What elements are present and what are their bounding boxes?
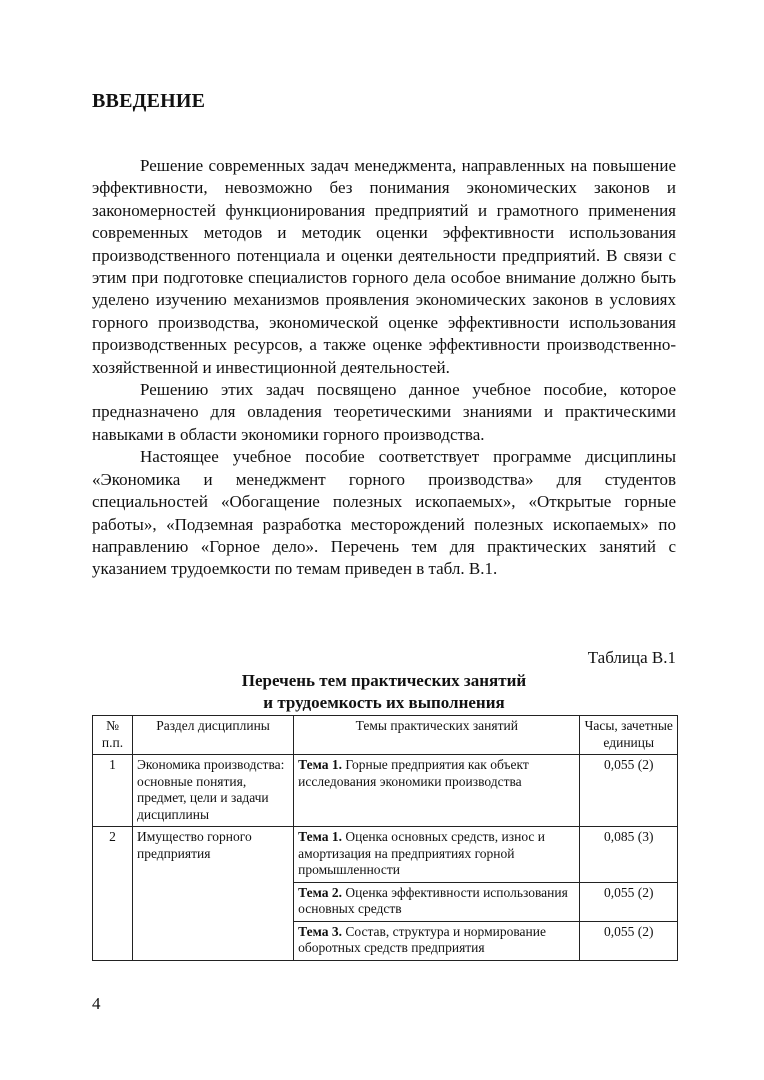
cell-num: 1 [93, 755, 133, 827]
table-row [93, 827, 678, 883]
table-row [93, 755, 678, 827]
table-caption [92, 670, 676, 714]
header-hours: Часы, зачетные единицы [580, 716, 678, 755]
cell-hours: 0,085 (3) [580, 827, 678, 883]
section-heading: ВВЕДЕНИЕ [92, 90, 206, 112]
topic-label: Тема 3. [298, 923, 342, 939]
cell-section: Имущество горного предприятия [133, 827, 294, 961]
topic-text: Оценка основных средств, износ и амортизация на предприятиях горной промышленности [298, 829, 546, 877]
cell-topic [294, 882, 580, 921]
cell-topic [294, 755, 580, 827]
table-caption-line: Перечень тем практических занятий [241, 671, 527, 690]
page-number: 4 [92, 994, 101, 1013]
table-header-row [93, 716, 678, 755]
topics-table [92, 715, 678, 961]
cell-topic [294, 827, 580, 883]
paragraph: Решение современных задач менеджмента, направленных на повышение эффективности, невозможно без понимания экономических законов и закономерностей функционирования предприятий и грамотного применения современных методов и методик оценки эффективности использования производственного потенциала и оценки деятельности предприятий. В связи с этим при подготовке специалистов горного дела особое внимание должно быть уделено изучению механизмов проявления экономических законов в условиях горного производства, экономической оценке эффективности использования производственных ресурсов, а также оценке эффективности производственно-хозяйственной и инвестиционной деятельностей. [92, 156, 676, 377]
topic-label: Тема 1. [298, 829, 342, 844]
paragraph: Решению этих задач посвящено данное учебное пособие, которое предназначено для овладения теоретическими знаниями и практическими навыками в области экономики горного производства. [92, 380, 676, 444]
header-section: Раздел дисциплины [133, 716, 294, 755]
table-caption-line: и трудоемкость их выполнения [263, 693, 505, 712]
cell-topic [294, 921, 580, 960]
topic-text: Оценка эффективности использования основных средств [298, 884, 568, 916]
topic-label: Тема 2. [298, 884, 342, 900]
cell-section: Экономика производства: основные понятия, предмет, цели и задачи дисциплины [133, 755, 294, 827]
cell-hours: 0,055 (2) [580, 755, 678, 827]
topic-text: Состав, структура и нормирование оборотных средств предприятия [298, 923, 546, 955]
topic-text: Горные предприятия как объект исследования экономики производства [298, 757, 529, 789]
paragraph: Настоящее учебное пособие соответствует программе дисциплины «Экономика и менеджмент горного производства» для студентов специальностей «Обогащение полезных ископаемых», «Открытые горные работы», «Подземная разработка месторождений полезных ископаемых» по направлению «Горное дело». Перечень тем для практических занятий с указанием трудоемкости по темам приведен в табл. В.1. [92, 447, 676, 579]
table-label: Таблица В.1 [587, 648, 676, 667]
cell-hours: 0,055 (2) [580, 882, 678, 921]
cell-num: 2 [93, 827, 133, 961]
topic-label: Тема 1. [298, 757, 342, 772]
header-num: № п.п. [93, 716, 133, 755]
header-topic: Темы практических занятий [294, 716, 580, 755]
body-text [92, 155, 676, 581]
cell-hours: 0,055 (2) [580, 921, 678, 960]
